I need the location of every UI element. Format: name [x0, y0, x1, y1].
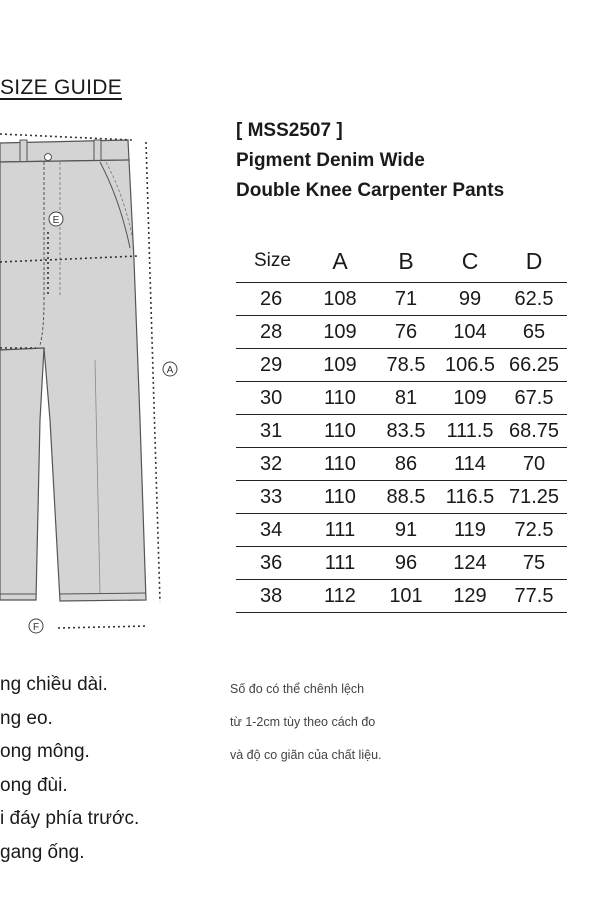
measurement-cell: 111	[307, 514, 373, 547]
measurement-cell: 119	[439, 514, 501, 547]
measurement-cell: 70	[501, 448, 567, 481]
measurement-cell: 129	[439, 580, 501, 613]
column-header: Size	[236, 240, 307, 283]
size-cell: 31	[236, 415, 307, 448]
table-row	[236, 514, 567, 547]
measurement-cell: 83.5	[373, 415, 439, 448]
size-cell: 38	[236, 580, 307, 613]
legend-item: i đáy phía trước.	[0, 808, 140, 829]
table-row	[236, 580, 567, 613]
measurement-cell: 111	[307, 547, 373, 580]
size-cell: 34	[236, 514, 307, 547]
measurement-cell: 111.5	[439, 415, 501, 448]
note-line: và độ co giãn của chất liệu.	[230, 748, 382, 762]
note-line: từ 1-2cm tùy theo cách đo	[230, 715, 376, 729]
table-row	[236, 283, 567, 316]
legend-item: ng eo.	[0, 707, 53, 729]
measurement-cell: 110	[307, 481, 373, 514]
measurement-cell: 65	[501, 316, 567, 349]
measurement-cell: 104	[439, 316, 501, 349]
measurement-cell: 62.5	[501, 283, 567, 316]
size-cell: 30	[236, 382, 307, 415]
measure-marker-e	[49, 212, 63, 226]
measurement-legend	[0, 668, 139, 869]
size-cell: 36	[236, 547, 307, 580]
pants-diagram	[0, 120, 200, 640]
measurement-cell: 86	[373, 448, 439, 481]
column-header: C	[439, 240, 501, 283]
legend-item: gang ống.	[0, 841, 85, 863]
measurement-cell: 91	[373, 514, 439, 547]
svg-text:E: E	[52, 215, 60, 226]
svg-text:A: A	[166, 365, 174, 376]
svg-text:F: F	[32, 622, 40, 633]
pants-illustration	[0, 140, 146, 601]
product-info	[236, 116, 504, 206]
measurement-cell: 71	[373, 283, 439, 316]
measurement-cell: 110	[307, 415, 373, 448]
measurement-cell: 124	[439, 547, 501, 580]
measurement-cell: 101	[373, 580, 439, 613]
size-table	[236, 240, 567, 613]
table-row	[236, 316, 567, 349]
table-row	[236, 481, 567, 514]
size-cell: 26	[236, 283, 307, 316]
table-row	[236, 448, 567, 481]
measurement-cell: 68.75	[501, 415, 567, 448]
measurement-cell: 112	[307, 580, 373, 613]
size-guide-title: SIZE GUIDE	[0, 76, 123, 99]
measurement-cell: 88.5	[373, 481, 439, 514]
table-row	[236, 349, 567, 382]
measurement-cell: 114	[439, 448, 501, 481]
table-row	[236, 547, 567, 580]
measurement-cell: 75	[501, 547, 567, 580]
table-row	[236, 415, 567, 448]
product-name-line2: Double Knee Carpenter Pants	[236, 180, 505, 201]
legend-item: ong mông.	[0, 741, 90, 762]
size-cell: 32	[236, 448, 307, 481]
measurement-cell: 110	[307, 448, 373, 481]
measurement-cell: 109	[307, 349, 373, 382]
measurement-note	[230, 673, 382, 772]
measurement-cell: 81	[373, 382, 439, 415]
measurement-cell: 78.5	[373, 349, 439, 382]
product-code: [ MSS2507 ]	[236, 120, 343, 141]
legend-item: ong đùi.	[0, 774, 68, 796]
measurement-cell: 99	[439, 283, 501, 316]
measurement-cell: 71.25	[501, 481, 567, 514]
column-header: B	[373, 240, 439, 283]
product-name-line1: Pigment Denim Wide	[236, 150, 425, 171]
note-line: Số đo có thể chênh lệch	[230, 682, 365, 696]
measurement-cell: 109	[439, 382, 501, 415]
measure-marker-f	[29, 619, 43, 633]
size-cell: 28	[236, 316, 307, 349]
measurement-cell: 66.25	[501, 349, 567, 382]
measurement-cell: 76	[373, 316, 439, 349]
measurement-cell: 72.5	[501, 514, 567, 547]
measurement-cell: 77.5	[501, 580, 567, 613]
measurement-cell: 108	[307, 283, 373, 316]
size-cell: 29	[236, 349, 307, 382]
measurement-cell: 110	[307, 382, 373, 415]
measurement-cell: 67.5	[501, 382, 567, 415]
table-row	[236, 382, 567, 415]
measurement-cell: 106.5	[439, 349, 501, 382]
table-header-row	[236, 240, 567, 283]
column-header: A	[307, 240, 373, 283]
measurement-cell: 109	[307, 316, 373, 349]
size-cell: 33	[236, 481, 307, 514]
measure-marker-a	[163, 362, 177, 376]
legend-item: ng chiều dài.	[0, 674, 108, 695]
measurement-cell: 96	[373, 547, 439, 580]
column-header: D	[501, 240, 567, 283]
measurement-cell: 116.5	[439, 481, 501, 514]
